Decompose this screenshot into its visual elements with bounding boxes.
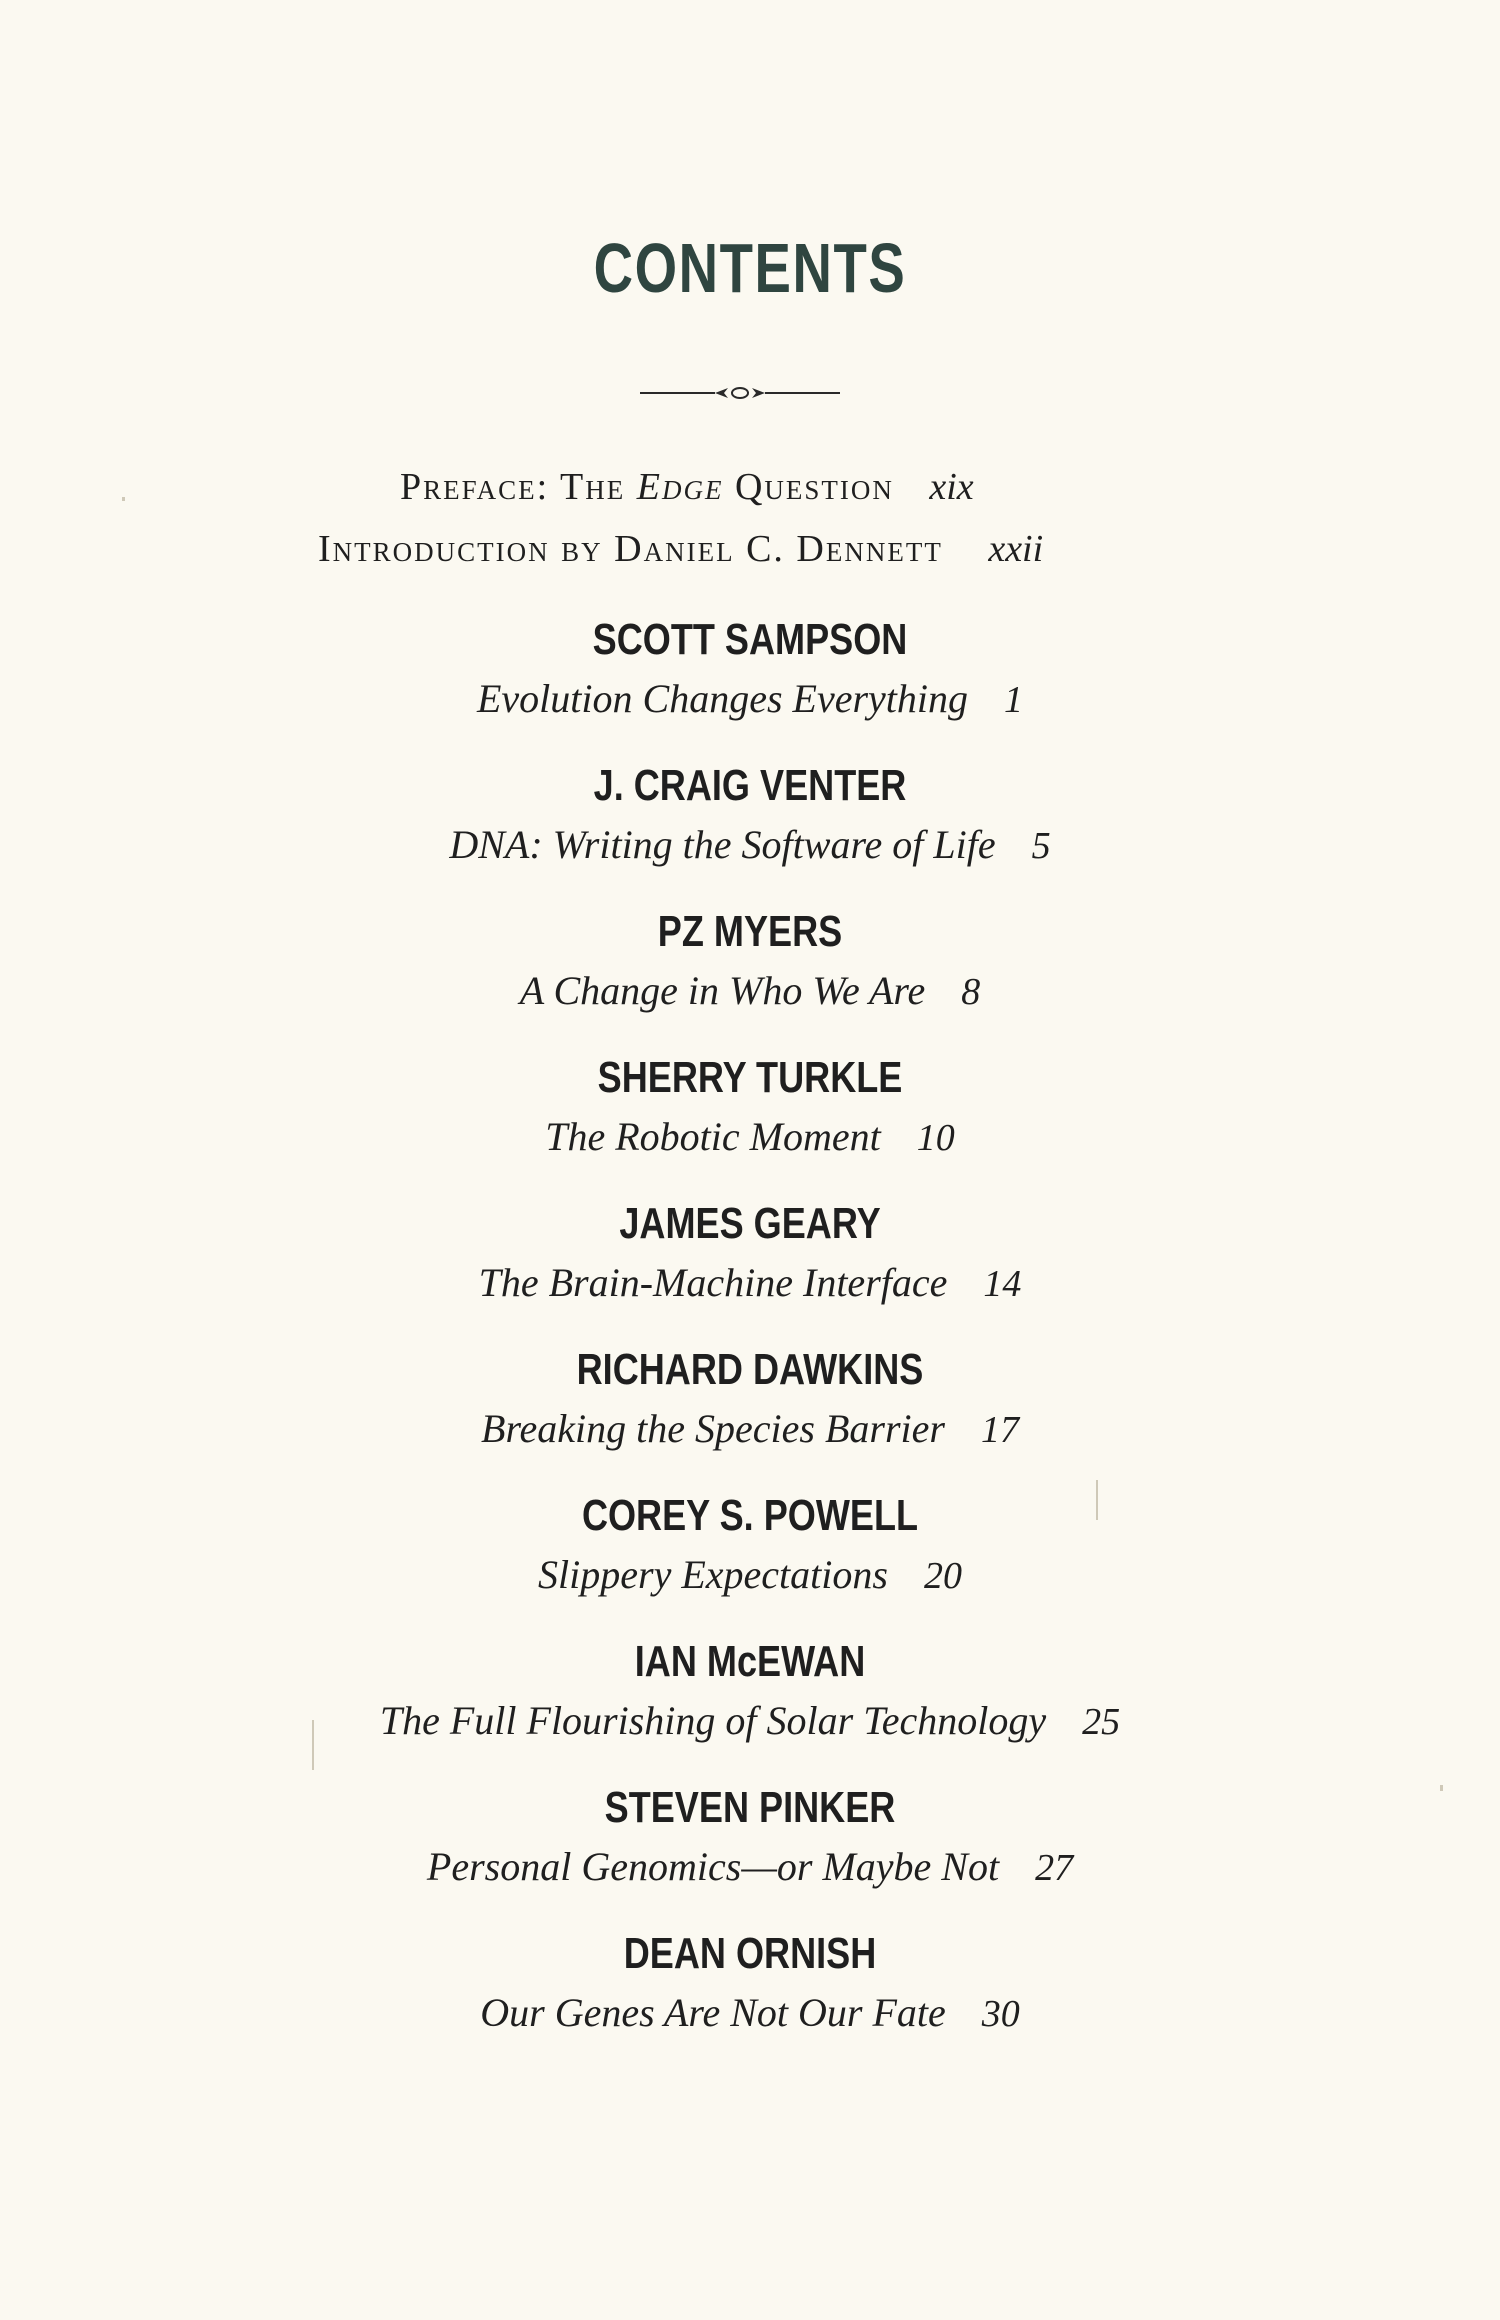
paper-speck [1096, 1480, 1098, 1520]
entry-title-line [0, 821, 1500, 868]
entry-title-line [0, 1843, 1500, 1890]
entry-author: COREY S. POWELL [581, 1491, 919, 1540]
preface-label: Preface: The [400, 466, 637, 508]
entry-title-line [0, 675, 1500, 722]
ornament-divider-icon [640, 378, 840, 408]
toc-entry [0, 1199, 1500, 1306]
entry-title-line [0, 1113, 1500, 1160]
preface-label-italic: Edge [636, 466, 724, 508]
entry-author: J. CRAIG VENTER [593, 761, 907, 810]
entry-page: 20 [923, 1555, 962, 1597]
entry-author: PZ MYERS [657, 907, 843, 956]
entry-page: 8 [961, 971, 981, 1013]
preface-line [0, 465, 1500, 509]
entry-title-line [0, 1551, 1500, 1598]
introduction-page: xxii [988, 528, 1044, 570]
entry-author: JAMES GEARY [619, 1199, 881, 1248]
entry-page: 17 [980, 1409, 1019, 1451]
paper-speck [312, 1720, 314, 1770]
entry-title: Our Genes Are Not Our Fate [480, 1990, 946, 2035]
entry-author: STEVEN PINKER [604, 1783, 896, 1832]
entry-page: 25 [1082, 1701, 1121, 1743]
toc-entry [0, 1491, 1500, 1598]
page-title: CONTENTS [593, 229, 907, 307]
entry-title-line [0, 1259, 1500, 1306]
paper-speck [1440, 1785, 1443, 1791]
entry-author: DEAN ORNISH [623, 1929, 877, 1978]
paper-speck [122, 497, 125, 501]
toc-entry [0, 907, 1500, 1014]
entry-title: Personal Genomics—or Maybe Not [426, 1844, 1000, 1889]
entry-author: SHERRY TURKLE [597, 1053, 903, 1102]
entry-title: DNA: Writing the Software of Life [449, 822, 996, 867]
toc-entry [0, 1929, 1500, 2036]
entry-title-line [0, 967, 1500, 1014]
introduction-line [0, 527, 1500, 571]
entry-title: Breaking the Species Barrier [481, 1406, 945, 1451]
toc-entry [0, 615, 1500, 722]
entry-title: Evolution Changes Everything [476, 676, 968, 721]
preface-page: xix [929, 466, 974, 508]
entry-page: 5 [1031, 825, 1051, 867]
entry-page: 30 [981, 1993, 1020, 2035]
introduction-label: Introduction by Daniel C. Dennett [318, 528, 943, 570]
entry-author: IAN McEWAN [634, 1637, 866, 1686]
entry-title-line [0, 1697, 1500, 1744]
entry-page: 1 [1004, 679, 1023, 721]
entry-title: The Full Flourishing of Solar Technology [379, 1698, 1047, 1743]
entry-author: SCOTT SAMPSON [592, 615, 908, 664]
toc-entry [0, 1345, 1500, 1452]
entry-page: 27 [1035, 1847, 1074, 1889]
entry-title: Slippery Expectations [538, 1552, 888, 1597]
toc-entry [0, 1637, 1500, 1744]
entry-title-line [0, 1989, 1500, 2036]
toc-entry [0, 1053, 1500, 1160]
preface-label-rest: Question [723, 466, 894, 508]
entry-title-line [0, 1405, 1500, 1452]
entry-title: The Brain-Machine Interface [478, 1260, 948, 1305]
entry-title: A Change in Who We Are [519, 968, 926, 1013]
entry-title: The Robotic Moment [545, 1114, 881, 1159]
entry-page: 14 [983, 1263, 1022, 1305]
entry-author: RICHARD DAWKINS [576, 1345, 924, 1394]
toc-entry [0, 761, 1500, 868]
entry-page: 10 [916, 1117, 955, 1159]
toc-entry [0, 1783, 1500, 1890]
